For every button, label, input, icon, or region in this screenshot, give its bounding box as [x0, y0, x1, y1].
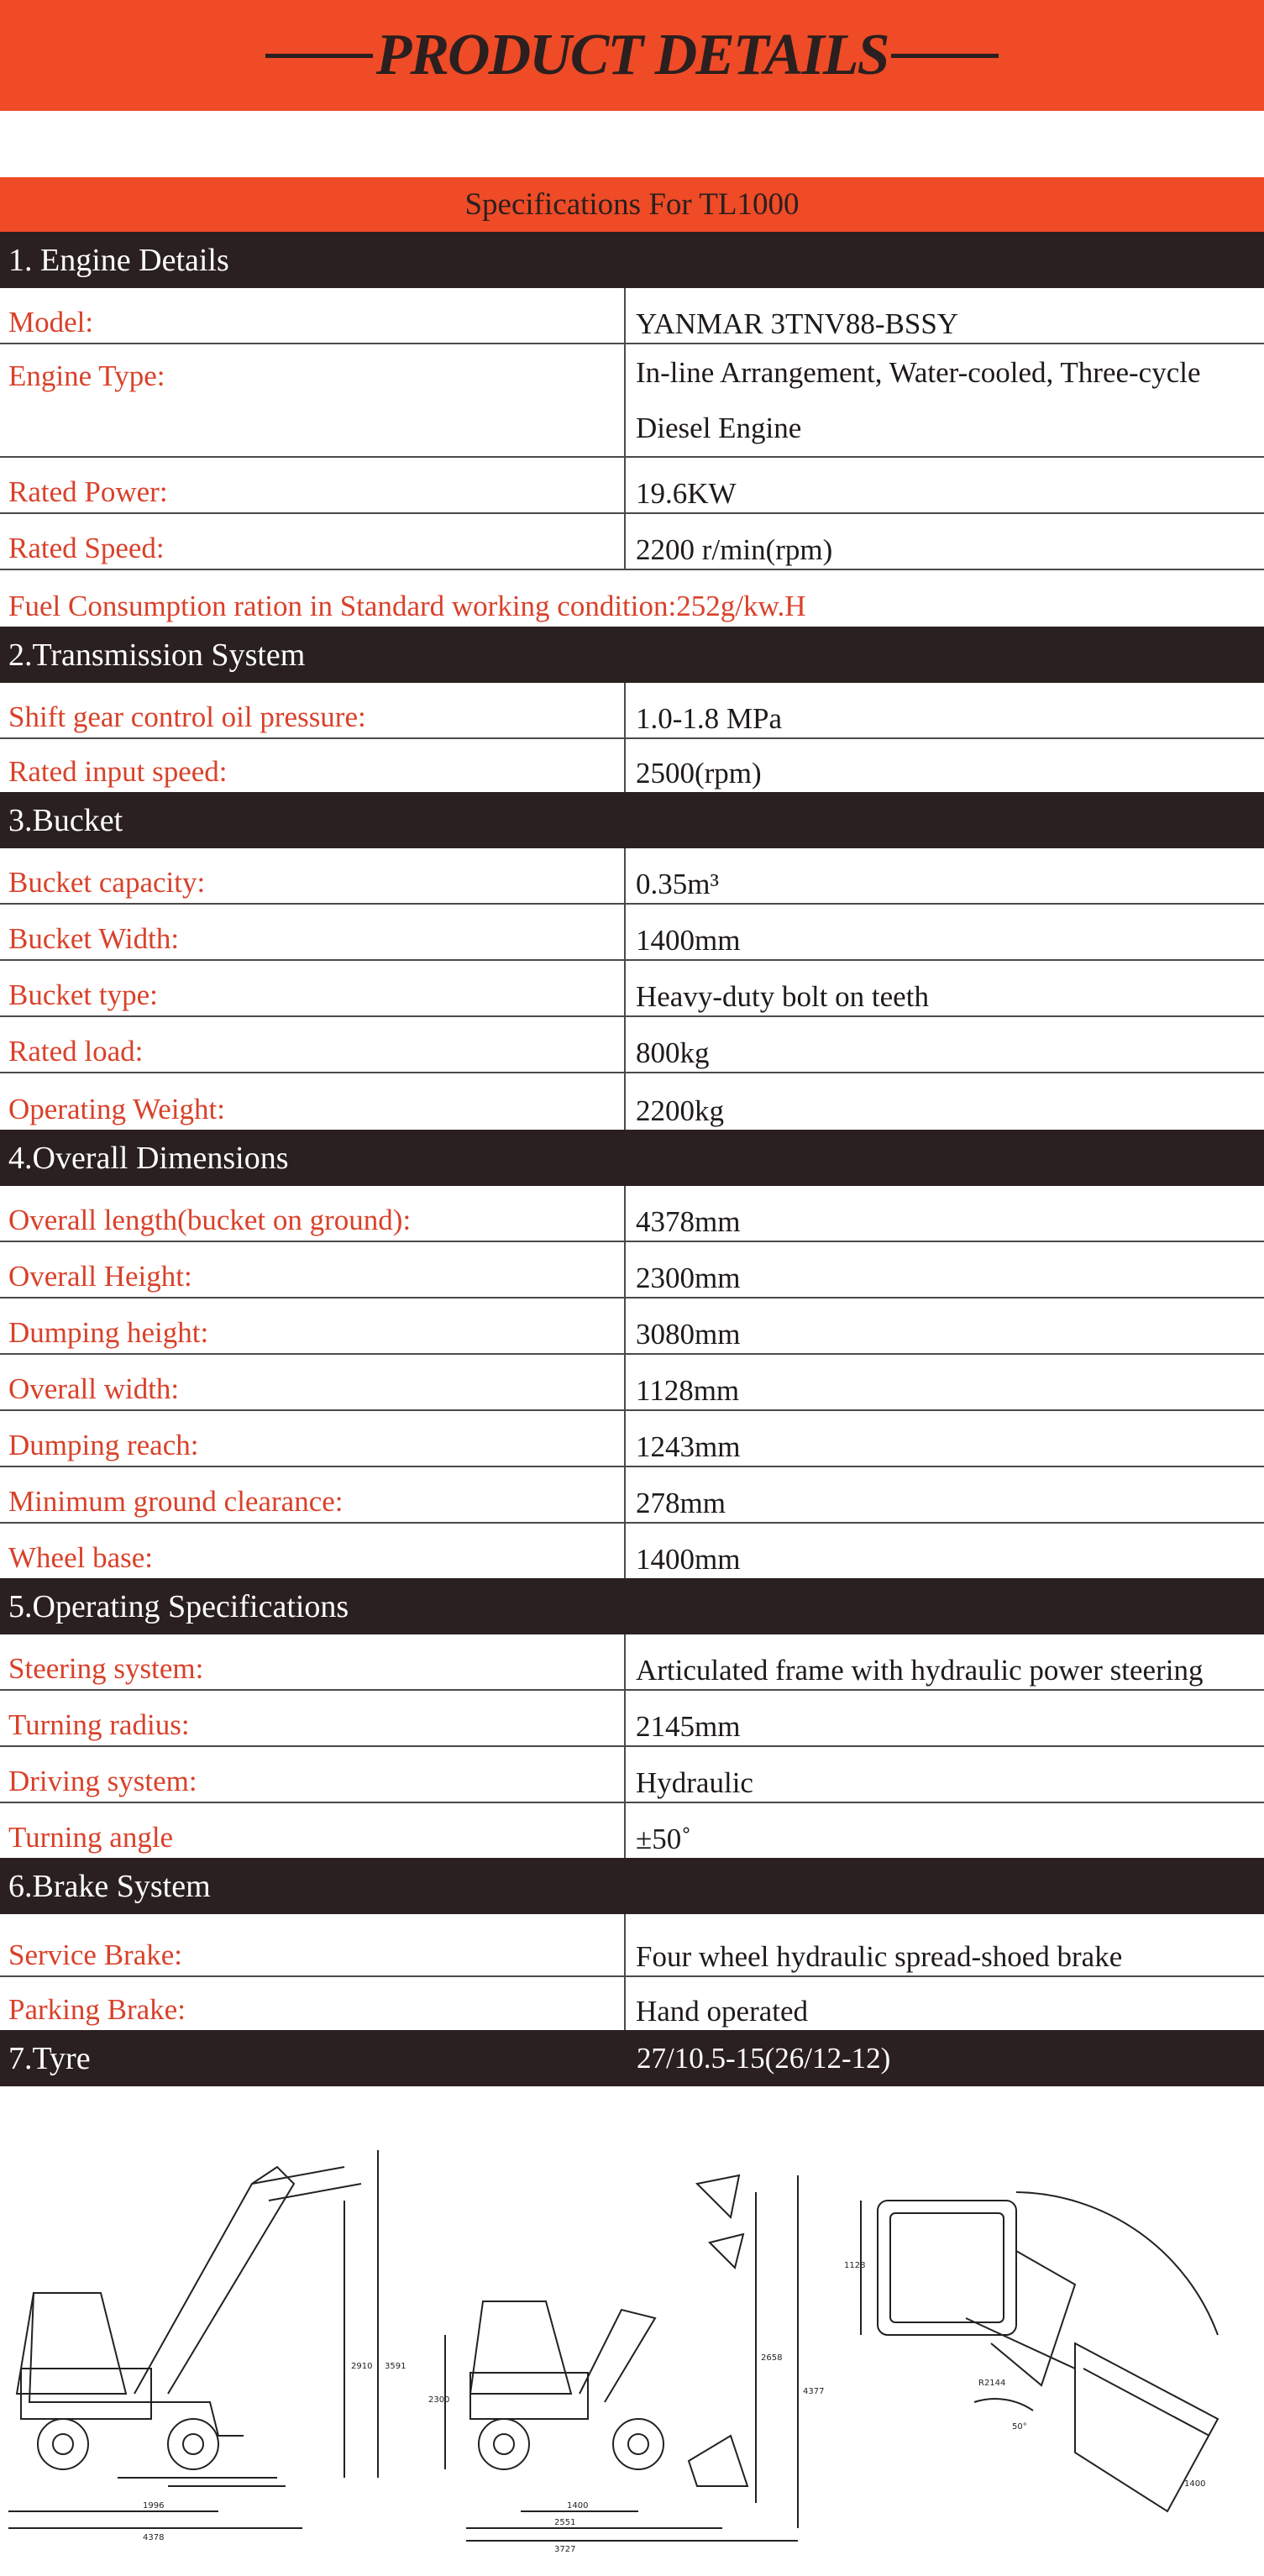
spec-value: YANMAR 3TNV88-BSSY: [636, 307, 959, 340]
spec-value: 2200kg: [636, 1094, 724, 1127]
spec-label: Model:: [0, 288, 626, 343]
spec-title: Specifications For TL1000: [464, 187, 800, 222]
section-dimensions-header: [0, 1130, 1264, 1186]
section-brake-header: [0, 1858, 1264, 1914]
banner-title: PRODUCT DETAILS: [375, 23, 889, 87]
spec-value: 278mm: [636, 1487, 726, 1519]
spec-value: 0.35m³: [636, 868, 719, 900]
spec-row-turning-radius: [0, 1691, 1264, 1747]
spec-value: 1.0-1.8 MPa: [636, 702, 783, 735]
spec-row-driving-system: [0, 1747, 1264, 1803]
spec-row-bucket-type: [0, 961, 1264, 1017]
spec-row-service-brake: [0, 1914, 1264, 1977]
spec-row-overall-length: [0, 1186, 1264, 1242]
spec-value: 800kg: [636, 1036, 710, 1069]
dim-label: 2551: [554, 2518, 576, 2527]
banner-line-right: [891, 54, 999, 58]
dim-label: R2144: [978, 2379, 1006, 2388]
spec-value: Hand operated: [636, 1995, 809, 2028]
spec-label: Operating Weight:: [0, 1073, 626, 1130]
spec-value: 19.6KW: [636, 477, 737, 510]
spec-row-model: [0, 288, 1264, 344]
spec-row-rated-load: [0, 1017, 1264, 1073]
spec-value: 2145mm: [636, 1710, 741, 1743]
spec-label: Engine Type:: [0, 344, 626, 456]
spec-row-turning-angle: [0, 1803, 1264, 1858]
spec-label: Overall length(bucket on ground):: [0, 1186, 626, 1241]
spec-row-ground-clearance: [0, 1467, 1264, 1524]
section-bucket-header: [0, 792, 1264, 848]
spec-label: Bucket capacity:: [0, 848, 626, 903]
spec-value: 2300mm: [636, 1262, 741, 1294]
spec-row-steering: [0, 1634, 1264, 1691]
spec-row-shift-pressure: [0, 683, 1264, 739]
spec-row-engine-type: [0, 344, 1264, 458]
tyre-value: 27/10.5-15(26/12-12): [637, 2041, 891, 2075]
spec-label: Turning angle: [0, 1803, 626, 1858]
spec-row-bucket-width: [0, 905, 1264, 961]
spec-label: Bucket Width:: [0, 905, 626, 959]
spec-label: Rated load:: [0, 1017, 626, 1072]
spec-value: In-line Arrangement, Water-cooled, Three-cycle Diesel Engine: [636, 355, 1201, 444]
section-operating-header: [0, 1578, 1264, 1634]
spec-value: 1243mm: [636, 1430, 741, 1463]
dim-label: 1996: [143, 2501, 165, 2510]
spec-value: 2200 r/min(rpm): [636, 533, 833, 566]
spec-value: 3080mm: [636, 1318, 741, 1351]
spec-label: Service Brake:: [0, 1914, 626, 1975]
spec-label: Rated Power:: [0, 458, 626, 512]
top-view-turning-drawing: [861, 2192, 1218, 2511]
product-details-banner: [0, 0, 1264, 111]
spec-label: Overall width:: [0, 1355, 626, 1409]
spec-row-rated-power: [0, 458, 1264, 514]
spec-value: 4378mm: [636, 1205, 741, 1238]
dim-label: 3591: [385, 2362, 406, 2371]
spec-value: Hydraulic: [636, 1766, 753, 1799]
section-tyre-header: [0, 2030, 1264, 2086]
section-title: 2.Transmission System: [8, 637, 306, 673]
spec-value: 2500(rpm): [636, 757, 762, 790]
dim-label: 2910: [351, 2362, 373, 2371]
spec-label: Dumping reach:: [0, 1411, 626, 1466]
spec-row-overall-width: [0, 1355, 1264, 1411]
spec-table: [0, 232, 1264, 2086]
spec-label: Steering system:: [0, 1634, 626, 1689]
spec-row-wheel-base: [0, 1524, 1264, 1578]
spec-value: ±50˚: [636, 1823, 691, 1855]
side-view-raised-fork-drawing: [8, 2150, 378, 2528]
spec-row-parking-brake: [0, 1977, 1264, 2030]
spec-row-fuel: [0, 570, 1264, 627]
spec-value: 1128mm: [636, 1374, 740, 1407]
spec-label: Parking Brake:: [0, 1977, 626, 2030]
section-transmission-header: [0, 627, 1264, 683]
spec-row-operating-weight: [0, 1073, 1264, 1130]
section-title: 7.Tyre: [8, 2040, 91, 2076]
drawing-canvas: [0, 2117, 1264, 2553]
spec-label: Rated Speed:: [0, 514, 626, 569]
spec-label: Overall Height:: [0, 1242, 626, 1297]
section-title: 5.Operating Specifications: [8, 1588, 349, 1624]
spec-row-overall-height: [0, 1242, 1264, 1298]
section-title: 1. Engine Details: [8, 242, 229, 278]
spec-row-bucket-capacity: [0, 848, 1264, 905]
dim-label: 2658: [761, 2353, 783, 2363]
spec-label: Dumping height:: [0, 1298, 626, 1353]
section-title: 3.Bucket: [8, 802, 123, 838]
spec-value: Articulated frame with hydraulic power steering: [636, 1654, 1204, 1687]
spec-label: Fuel Consumption ration in Standard working condition:252g/kw.H: [8, 590, 806, 622]
dim-label: 3727: [554, 2545, 576, 2553]
spec-title-bar: [0, 177, 1264, 232]
spec-label: Rated input speed:: [0, 739, 626, 792]
dim-label: 2300: [428, 2395, 450, 2405]
section-engine-header: [0, 232, 1264, 288]
dim-label: 1128: [844, 2261, 866, 2270]
spec-row-dumping-reach: [0, 1411, 1264, 1467]
spec-row-rated-speed: [0, 514, 1264, 570]
section-title: 6.Brake System: [8, 1868, 211, 1904]
spec-label: Wheel base:: [0, 1524, 626, 1578]
spec-value: 1400mm: [636, 1543, 741, 1576]
dim-label: 1400: [1184, 2479, 1206, 2489]
drawing-dimension-labels: [143, 2261, 1205, 2553]
dim-label: 4378: [143, 2533, 165, 2542]
spec-label: Bucket type:: [0, 961, 626, 1015]
technical-drawings: [0, 2117, 1264, 2553]
section-title: 4.Overall Dimensions: [8, 1140, 289, 1176]
spec-label: Driving system:: [0, 1747, 626, 1802]
dim-label: 4377: [803, 2387, 825, 2396]
spec-row-dumping-height: [0, 1298, 1264, 1355]
spec-label: Minimum ground clearance:: [0, 1467, 626, 1522]
dim-label: 50°: [1012, 2422, 1027, 2432]
spec-row-input-speed: [0, 739, 1264, 792]
spec-value: Four wheel hydraulic spread-shoed brake: [636, 1940, 1123, 1973]
spec-label: Shift gear control oil pressure:: [0, 683, 626, 737]
side-view-bucket-drawing: [445, 2175, 798, 2541]
spec-value: Heavy-duty bolt on teeth: [636, 980, 929, 1013]
spec-label: Turning radius:: [0, 1691, 626, 1745]
banner-line-left: [265, 54, 373, 58]
dim-label: 1400: [567, 2501, 589, 2510]
spec-value: 1400mm: [636, 924, 741, 957]
